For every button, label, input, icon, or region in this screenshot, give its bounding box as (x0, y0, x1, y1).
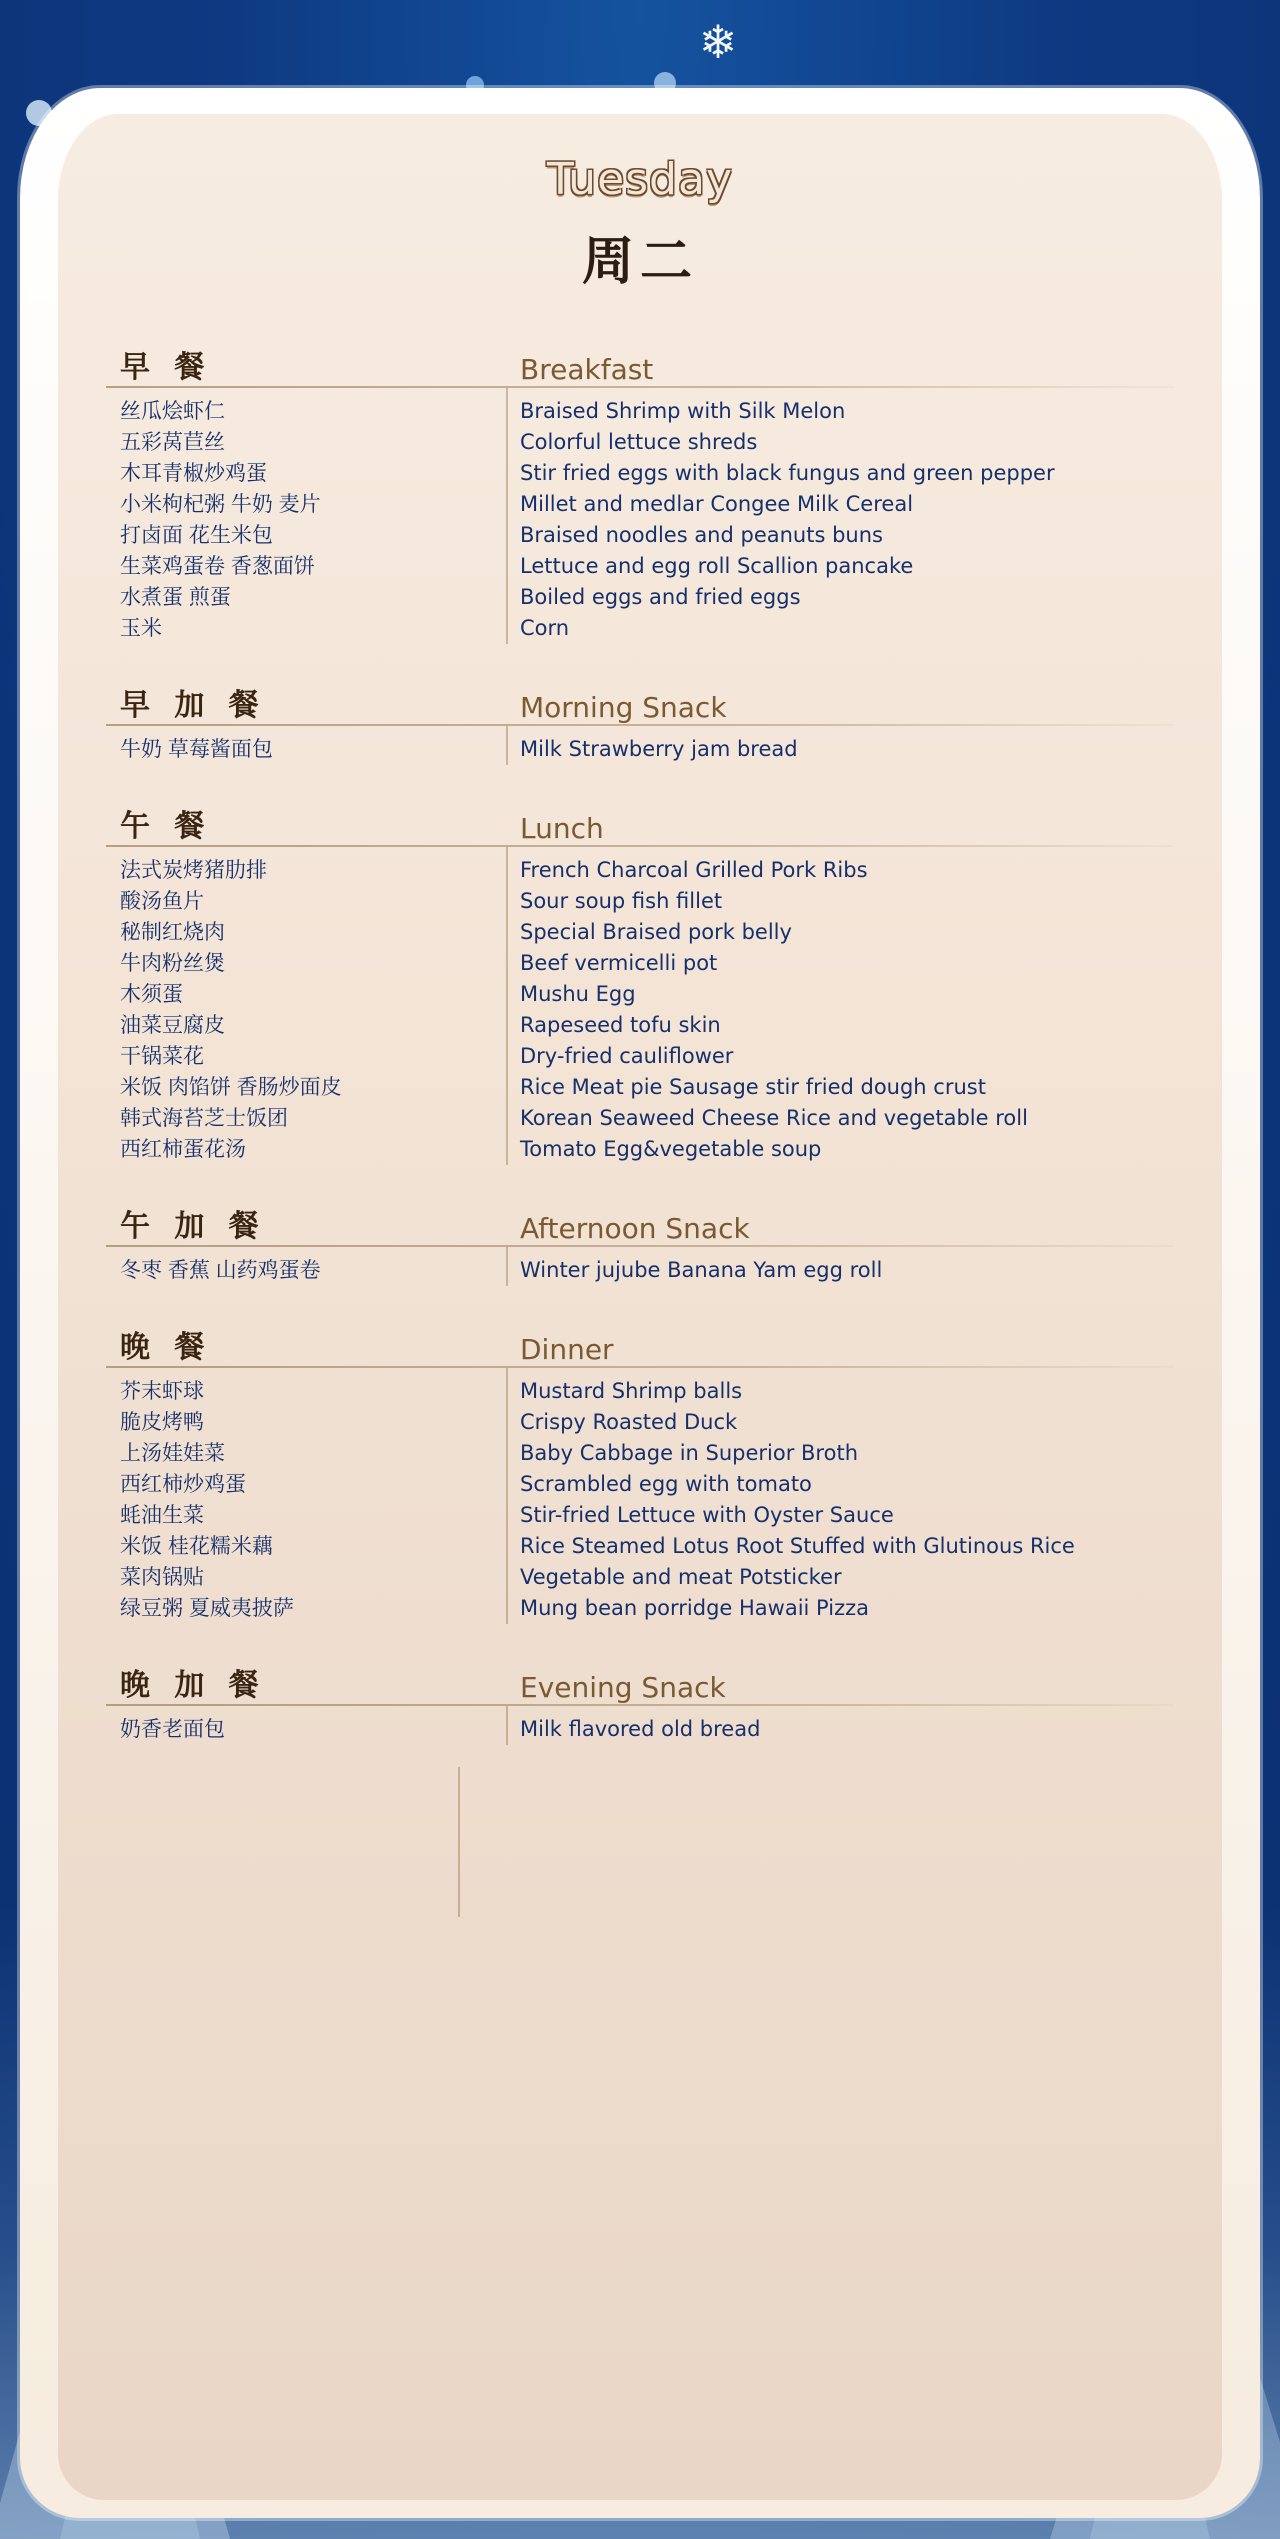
menu-item-en: Corn (520, 616, 570, 640)
menu-item-row (106, 1469, 1174, 1500)
menu-item-cn: 奶香老面包 (120, 1718, 225, 1741)
menu-item-row (106, 582, 1174, 613)
section-spacer (106, 765, 1174, 783)
menu-item-en: Winter jujube Banana Yam egg roll (520, 1258, 883, 1282)
menu-item-en: Milk flavored old bread (520, 1717, 761, 1741)
menu-item-cn: 冬枣 香蕉 山药鸡蛋卷 (120, 1259, 321, 1282)
menu-item-list (106, 1714, 1174, 1745)
menu-item-row (106, 855, 1174, 886)
section-title-cn: 早 加 餐 (120, 689, 267, 722)
page-title-cn: 周二 (581, 233, 698, 291)
menu-item-row (106, 613, 1174, 644)
menu-item-cn: 米饭 桂花糯米藕 (120, 1535, 273, 1558)
menu-item-row (106, 1593, 1174, 1624)
menu-item-en: Millet and medlar Congee Milk Cereal (520, 492, 914, 516)
menu-item-row (106, 948, 1174, 979)
menu-item-en: Crispy Roasted Duck (520, 1410, 738, 1434)
menu-item-row (106, 886, 1174, 917)
menu-bottom-divider (58, 1767, 1222, 1917)
section-title-en: Afternoon Snack (520, 1212, 750, 1245)
menu-item-en: Boiled eggs and fried eggs (520, 585, 801, 609)
menu-item-en: Tomato Egg&vegetable soup (520, 1137, 822, 1161)
section-title-cn: 午 加 餐 (120, 1210, 267, 1243)
menu-item-en: Baby Cabbage in Superior Broth (520, 1441, 858, 1465)
menu-item-en: Dry-fried cauliflower (520, 1044, 734, 1068)
menu-item-row (106, 1255, 1174, 1286)
section-title-cn: 晚 加 餐 (120, 1669, 267, 1702)
menu-item-list (106, 396, 1174, 644)
menu-section (106, 328, 1174, 662)
menu-item-row (106, 489, 1174, 520)
menu-item-cn: 五彩莴苣丝 (120, 431, 225, 454)
menu-item-cn: 韩式海苔芝士饭团 (120, 1107, 288, 1130)
section-title-cn: 早 餐 (120, 351, 213, 384)
menu-item-cn: 生菜鸡蛋卷 香葱面饼 (120, 555, 315, 578)
menu-item-cn: 西红柿炒鸡蛋 (120, 1473, 246, 1496)
section-title-en: Evening Snack (520, 1671, 726, 1704)
menu-item-cn: 秘制红烧肉 (120, 921, 225, 944)
menu-section-header (106, 328, 1174, 386)
section-spacer (106, 1286, 1174, 1304)
section-divider (106, 724, 1174, 726)
menu-item-row (106, 1562, 1174, 1593)
menu-item-cn: 上汤娃娃菜 (120, 1442, 225, 1465)
menu-section (106, 1187, 1174, 1304)
menu-section (106, 1308, 1174, 1642)
menu-item-cn: 菜肉锅贴 (120, 1566, 204, 1589)
menu-item-row (106, 1103, 1174, 1134)
section-title-en: Lunch (520, 812, 604, 845)
menu-section (106, 1646, 1174, 1763)
menu-item-row (106, 458, 1174, 489)
menu-item-row (106, 1376, 1174, 1407)
menu-item-en: Vegetable and meat Potsticker (520, 1565, 842, 1589)
menu-item-cn: 木耳青椒炒鸡蛋 (120, 462, 267, 485)
menu-item-cn: 玉米 (120, 617, 162, 640)
menu-item-list (106, 1255, 1174, 1286)
menu-item-row (106, 1134, 1174, 1165)
menu-item-cn: 小米枸杞粥 牛奶 麦片 (120, 493, 321, 516)
menu-item-en: French Charcoal Grilled Pork Ribs (520, 858, 868, 882)
menu-item-en: Special Braised pork belly (520, 920, 792, 944)
menu-item-cn: 油菜豆腐皮 (120, 1014, 225, 1037)
menu-item-row (106, 1500, 1174, 1531)
menu-item-row (106, 1010, 1174, 1041)
menu-item-cn: 干锅菜花 (120, 1045, 204, 1068)
menu-item-row (106, 1072, 1174, 1103)
menu-item-row (106, 917, 1174, 948)
menu-item-en: Korean Seaweed Cheese Rice and vegetable roll (520, 1106, 1028, 1130)
menu-item-en: Stir fried eggs with black fungus and green pepper (520, 461, 1055, 485)
section-title-en: Breakfast (520, 353, 654, 386)
menu-item-cn: 打卤面 花生米包 (120, 524, 273, 547)
menu-item-en: Lettuce and egg roll Scallion pancake (520, 554, 914, 578)
menu-item-en: Braised Shrimp with Silk Melon (520, 399, 846, 423)
snowflake-icon: ❄ (698, 16, 738, 68)
menu-item-cn: 西红柿蛋花汤 (120, 1138, 246, 1161)
section-divider (106, 1704, 1174, 1706)
menu-section-header (106, 1187, 1174, 1245)
menu-item-cn: 绿豆粥 夏威夷披萨 (120, 1597, 294, 1620)
menu-item-cn: 牛奶 草莓酱面包 (120, 738, 273, 761)
menu-item-en: Mustard Shrimp balls (520, 1379, 743, 1403)
menu-item-en: Stir-fried Lettuce with Oyster Sauce (520, 1503, 894, 1527)
menu-item-en: Braised noodles and peanuts buns (520, 523, 883, 547)
menu-item-row (106, 979, 1174, 1010)
menu-item-list (106, 1376, 1174, 1624)
menu-item-cn: 水煮蛋 煎蛋 (120, 586, 231, 609)
menu-section-header (106, 787, 1174, 845)
section-title-en: Morning Snack (520, 691, 727, 724)
menu-item-row (106, 1531, 1174, 1562)
menu-item-en: Mushu Egg (520, 982, 636, 1006)
menu-item-row (106, 520, 1174, 551)
menu-item-en: Sour soup fish fillet (520, 889, 723, 913)
section-divider (106, 1245, 1174, 1247)
section-spacer (106, 1745, 1174, 1763)
menu-item-cn: 米饭 肉馅饼 香肠炒面皮 (120, 1076, 342, 1099)
menu-section (106, 666, 1174, 783)
menu-item-en: Rice Meat pie Sausage stir fried dough crust (520, 1075, 986, 1099)
menu-card (20, 88, 1260, 2518)
menu-item-en: Rapeseed tofu skin (520, 1013, 721, 1037)
menu-item-cn: 脆皮烤鸭 (120, 1411, 204, 1434)
menu-item-cn: 木须蛋 (120, 983, 183, 1006)
section-title-cn: 午 餐 (120, 810, 213, 843)
menu-item-row (106, 734, 1174, 765)
menu-item-row (106, 1407, 1174, 1438)
menu-card-inner (58, 114, 1222, 2500)
section-divider (106, 1366, 1174, 1368)
menu-item-cn: 酸汤鱼片 (120, 890, 204, 913)
menu-item-en: Scrambled egg with tomato (520, 1472, 812, 1496)
menu-item-row (106, 427, 1174, 458)
menu-item-cn: 蚝油生菜 (120, 1504, 204, 1527)
menu-sections (106, 328, 1174, 1763)
menu-section-header (106, 666, 1174, 724)
menu-item-row (106, 396, 1174, 427)
menu-item-cn: 牛肉粉丝煲 (120, 952, 225, 975)
section-divider (106, 845, 1174, 847)
menu-item-en: Rice Steamed Lotus Root Stuffed with Glutinous Rice (520, 1534, 1075, 1558)
menu-item-row (106, 551, 1174, 582)
menu-item-row (106, 1438, 1174, 1469)
menu-item-en: Mung bean porridge Hawaii Pizza (520, 1596, 870, 1620)
section-spacer (106, 1165, 1174, 1183)
menu-item-en: Milk Strawberry jam bread (520, 737, 798, 761)
section-spacer (106, 1624, 1174, 1642)
menu-item-cn: 芥末虾球 (120, 1380, 204, 1403)
section-title-cn: 晚 餐 (120, 1331, 213, 1364)
menu-section-header (106, 1646, 1174, 1704)
menu-item-list (106, 855, 1174, 1165)
menu-item-en: Beef vermicelli pot (520, 951, 718, 975)
menu-section (106, 787, 1174, 1183)
menu-item-cn: 丝瓜烩虾仁 (120, 400, 225, 423)
menu-item-row (106, 1714, 1174, 1745)
menu-item-list (106, 734, 1174, 765)
section-spacer (106, 644, 1174, 662)
section-divider (106, 386, 1174, 388)
menu-item-row (106, 1041, 1174, 1072)
menu-item-cn: 法式炭烤猪肋排 (120, 859, 267, 882)
menu-section-header (106, 1308, 1174, 1366)
section-title-en: Dinner (520, 1333, 614, 1366)
page-title-en: Tuesday (546, 154, 733, 205)
menu-item-en: Colorful lettuce shreds (520, 430, 758, 454)
